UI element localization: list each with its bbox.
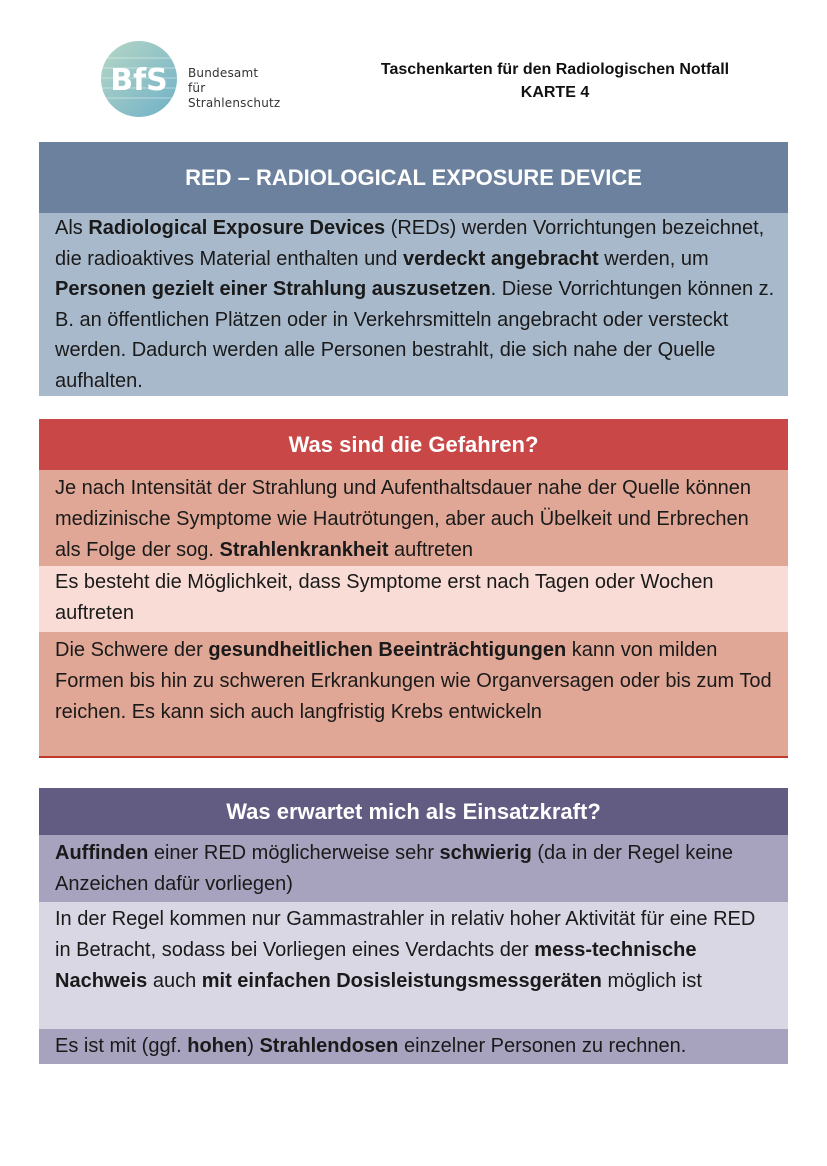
danger-item bbox=[39, 632, 788, 758]
bold-span: gesundheitlichen Beeinträchtigungen bbox=[208, 639, 567, 661]
section-expectations bbox=[39, 788, 788, 1064]
bold-span: hohen bbox=[187, 1035, 248, 1057]
expectation-item bbox=[39, 1029, 788, 1064]
text-span: Es besteht die Möglichkeit, dass Symptome erst nach Tagen oder Wochen auftreten bbox=[55, 571, 714, 624]
logo-line-2: für Strahlenschutz bbox=[188, 81, 281, 110]
text-span: kann von milden Formen bis hin zu schweren Erkrankungen wie Organversagen oder bis zum Tod reichen. Es kann sich auch langfristig Krebs entwickeln bbox=[55, 639, 772, 723]
danger-item bbox=[39, 470, 788, 566]
bold-span: mit einfachen Dosisleistungsmessgeräten bbox=[201, 970, 602, 992]
text-span: auftreten bbox=[388, 539, 473, 561]
section-heading: Was erwartet mich als Einsatzkraft? bbox=[39, 788, 788, 835]
text-span: In der Regel kommen nur Gammastrahler in relativ hoher Aktivität für eine RED in Betracht, sodass bei Vorliegen eines Verdachts der bbox=[55, 908, 756, 961]
bold-span: schwierig bbox=[439, 842, 532, 864]
bold-span: Radiological Exposure Devices bbox=[88, 217, 386, 239]
text-span: auch bbox=[147, 970, 202, 992]
logo-line-1: Bundesamt bbox=[188, 66, 259, 80]
text-span: Als bbox=[55, 217, 89, 239]
bold-span: Strahlendosen bbox=[259, 1035, 399, 1057]
text-span: einzelner Personen zu rechnen. bbox=[398, 1035, 687, 1057]
bold-span: mess-technische Nachweis bbox=[55, 939, 697, 992]
expectation-item bbox=[39, 902, 788, 1029]
text-span: (da in der Regel keine Anzeichen dafür vorliegen) bbox=[55, 842, 734, 895]
bfs-logo-icon bbox=[100, 40, 178, 118]
title-line-2: KARTE 4 bbox=[520, 84, 590, 101]
logo-letters: BfS bbox=[110, 63, 168, 98]
section-red-definition bbox=[39, 142, 788, 396]
document-title bbox=[330, 58, 780, 104]
logo-wordmark bbox=[188, 66, 300, 111]
bold-span: Strahlenkrankheit bbox=[219, 539, 389, 561]
section-heading: Was sind die Gefahren? bbox=[39, 419, 788, 470]
bold-span: Personen gezielt einer Strahlung auszusetzen bbox=[55, 278, 491, 300]
text-span: ) bbox=[247, 1035, 260, 1057]
bold-span: verdeckt angebracht bbox=[403, 247, 599, 270]
expectation-item bbox=[39, 835, 788, 902]
bold-span: Auffinden bbox=[55, 842, 149, 864]
text-span: (REDs) werden Vorrichtungen bezeichnet, die radioaktives Material enthalten und bbox=[55, 217, 765, 270]
text-span: werden, um bbox=[598, 247, 709, 270]
text-span: . Diese Vorrichtungen können z. B. an öffentlichen Plätzen oder in Verkehrsmitteln angebracht oder versteckt werden. Dadurch werden alle Personen bestrahlt, die sich nahe der Quelle aufhalten. bbox=[55, 278, 775, 392]
bfs-logo bbox=[100, 40, 300, 120]
text-span: Es ist mit (ggf. bbox=[55, 1035, 188, 1057]
text-span: einer RED möglicherweise sehr bbox=[148, 842, 440, 864]
text-span: Je nach Intensität der Strahlung und Aufenthaltsdauer nahe der Quelle können medizinische Symptome wie Hautrötungen, aber auch Übelkeit und Erbrechen als Folge der sog. bbox=[55, 477, 752, 561]
text-span: Die Schwere der bbox=[55, 639, 209, 661]
section-heading: RED – RADIOLOGICAL EXPOSURE DEVICE bbox=[39, 142, 788, 213]
danger-item bbox=[39, 566, 788, 632]
text-span: möglich ist bbox=[601, 970, 702, 992]
definition-text bbox=[39, 213, 788, 396]
title-line-1: Taschenkarten für den Radiologischen Notfall bbox=[380, 61, 730, 78]
section-dangers bbox=[39, 419, 788, 758]
